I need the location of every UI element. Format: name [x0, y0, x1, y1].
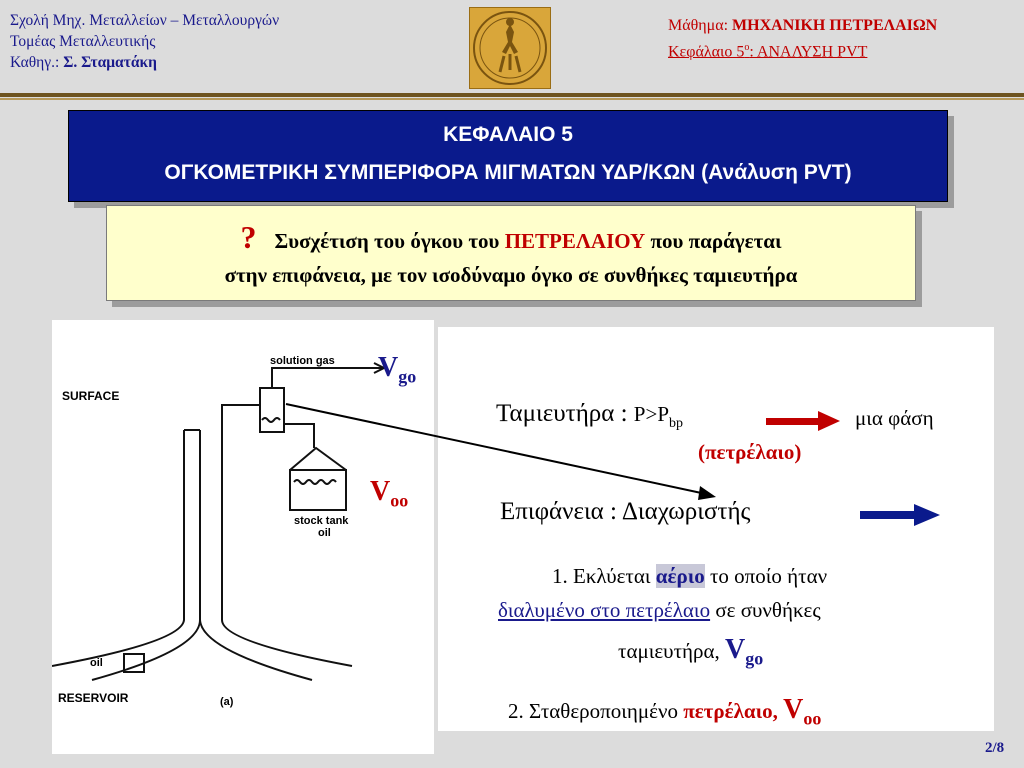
stabilized-oil-label: πετρέλαιο,: [683, 699, 784, 723]
chapter-title: ΟΓΚΟΜΕΤΡΙΚΗ ΣΥΜΠΕΡΙΦΟΡΑ ΜΙΓΜΑΤΩΝ ΥΔΡ/ΚΩΝ (Ανάλυση PVT): [164, 161, 852, 184]
item1-line2: διαλυμένο στο πετρέλαιο σε συνθήκες: [498, 598, 821, 622]
solution-gas-label: solution gas: [270, 355, 335, 367]
stock-tank-label: stock tank: [294, 515, 349, 527]
course-name: ΜΗΧΑΝΙΚΗ ΠΕΤΡΕΛΑΙΩΝ: [732, 17, 938, 34]
voo-label: $V_{oo}$: [370, 476, 409, 511]
professor-line: Καθηγ.: Σ. Σταματάκη: [10, 54, 157, 71]
item1-line1: 1. Εκλύεται αέριο το οποίο ήταν: [552, 564, 828, 588]
page-number: 2/8: [985, 740, 1005, 756]
item1-vgo: $V_{go}$: [724, 634, 764, 669]
question-line2: στην επιφάνεια, με τον ισοδύναμο όγκο σε συνθήκες ταμιευτήρα: [224, 263, 798, 287]
school-name: Σχολή Μηχ. Μεταλλείων – Μεταλλουργών: [10, 12, 280, 29]
professor-name: Σ. Σταματάκη: [63, 54, 157, 71]
dissolved-in-oil-underline: διαλυμένο στο πετρέλαιο: [498, 598, 711, 622]
question-mark-icon: ?: [240, 219, 257, 255]
chapter-number: ΚΕΦΑΛΑΙΟ 5: [443, 123, 573, 146]
reservoir-condition: Ταμιευτήρα : $P>P_{bp}$: [496, 400, 683, 431]
gas-highlight: αέριο: [655, 564, 705, 588]
navy-arrow-shaft: [860, 511, 918, 519]
vgo-label: $V_{go}$: [378, 352, 417, 387]
chapter-line: Κεφάλαιο $5^o$: ΑΝΑΛΥΣΗ PVT: [668, 42, 868, 61]
oil-label: oil: [90, 657, 103, 669]
navy-arrow-icon: [914, 504, 940, 526]
oil-phase-label: (πετρέλαιο): [698, 440, 802, 464]
diagram-caption: (a): [220, 696, 234, 708]
reservoir-label: RESERVOIR: [58, 691, 129, 705]
surface-separator-label: Επιφάνεια : Διαχωριστής: [500, 498, 751, 525]
stock-tank-oil-label: oil: [318, 527, 331, 539]
course-line: Μάθημα: ΜΗΧΑΝΙΚΗ ΠΕΤΡΕΛΑΙΩΝ: [668, 17, 938, 34]
red-arrow-shaft: [766, 418, 822, 425]
question-box: ? Συσχέτιση του όγκου του ΠΕΤΡΕΛΑΙΟΥ που παράγεται στην επιφάνεια, με τον ισοδύναμο όγκο σε συνθήκες ταμιευτήρα: [106, 205, 916, 301]
red-arrow-icon: [818, 411, 840, 431]
item2-line: 2. Σταθεροποιημένο πετρέλαιο, $V_{oo}$: [508, 694, 822, 729]
one-phase-label: μια φάση: [855, 406, 934, 430]
item1-line3: ταμιευτήρα, $V_{go}$: [618, 634, 764, 669]
surface-label: SURFACE: [62, 389, 120, 403]
oil-highlight: ΠΕΤΡΕΛΑΙΟΥ: [504, 229, 646, 253]
department-name: Τομέας Μεταλλευτικής: [10, 33, 156, 50]
item2-voo: $V_{oo}$: [783, 694, 822, 729]
